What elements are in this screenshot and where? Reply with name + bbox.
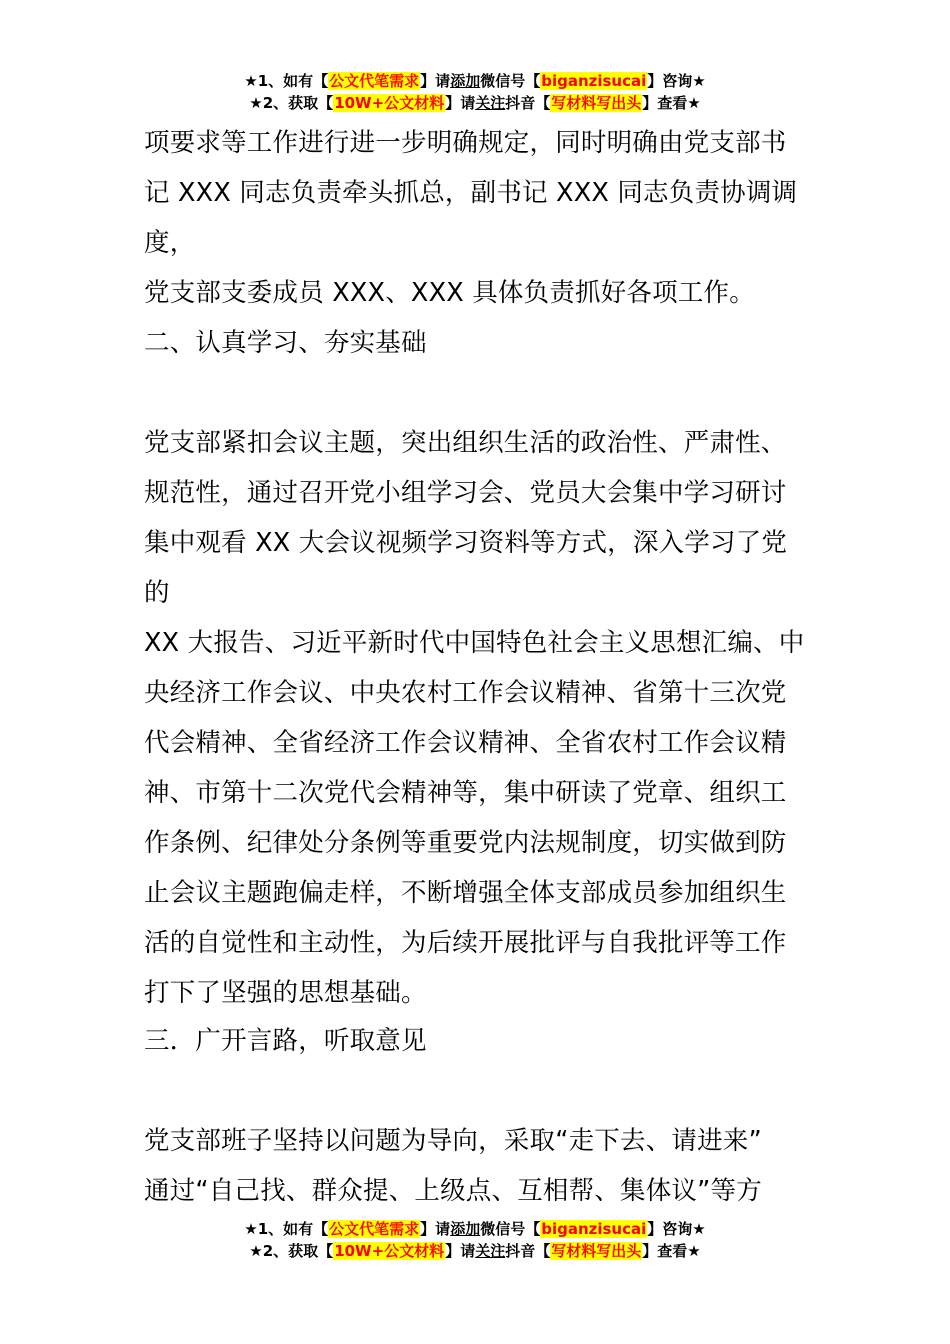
text-line: 党支部紧扣会议主题，突出组织生活的政治性、严肃性、 (144, 428, 787, 458)
banner-underlined-text: 添加 (450, 1220, 481, 1238)
text-line: XX 大报告、习近平新时代中国特色社会主义思想汇编、中 (144, 628, 805, 658)
banner-line-2 (0, 1240, 950, 1262)
banner-line-2 (0, 92, 950, 114)
banner-text: ★1、如有【 (244, 1220, 329, 1238)
banner-line-1 (0, 1218, 950, 1240)
highlight-service: 公文代笔需求 (329, 1220, 420, 1238)
paragraph-1 (144, 118, 810, 318)
paragraph-2-block (144, 418, 810, 1018)
paragraph-2 (144, 418, 810, 1018)
banner-underlined-text: 关注 (475, 94, 506, 112)
section-heading-3 (144, 1016, 810, 1066)
highlight-wechat-id: biganzisucai (541, 1220, 647, 1238)
banner-line-1 (0, 70, 950, 92)
paragraph-3-block (144, 1116, 810, 1216)
text-line: 神、市第十二次党代会精神等，集中研读了党章、组织工 (144, 778, 787, 808)
banner-text: 】请 (420, 72, 451, 90)
banner-text: 】请 (445, 94, 476, 112)
banner-text: 抖音【 (505, 1242, 551, 1260)
text-line: 央经济工作会议、中央农村工作会议精神、省第十三次党 (144, 678, 787, 708)
text-line: 集中观看 XX 大会议视频学习资料等方式，深入学习了党的 (144, 528, 788, 608)
banner-text: 】咨询★ (647, 1220, 706, 1238)
document-body (144, 118, 810, 318)
text-line: 规范性，通过召开党小组学习会、党员大会集中学习研讨 (144, 478, 787, 508)
text-line: 项要求等工作进行进一步明确规定，同时明确由党支部书 (144, 128, 787, 158)
banner-text: 】查看★ (642, 94, 701, 112)
banner-text: 微信号【 (480, 1220, 541, 1238)
text-line: 作条例、纪律处分条例等重要党内法规制度，切实做到防 (144, 828, 787, 858)
heading-text: 三．广开言路，听取意见 (144, 1026, 427, 1056)
footer-banner (0, 1218, 950, 1262)
banner-text: 】请 (445, 1242, 476, 1260)
banner-text: 】请 (420, 1220, 451, 1238)
banner-text: 】咨询★ (647, 72, 706, 90)
text-line: 党支部支委成员 XXX、XXX 具体负责抓好各项工作。 (144, 278, 755, 308)
text-line: 党支部班子坚持以问题为导向，采取“走下去、请进来” (144, 1126, 762, 1156)
heading-text: 二、认真学习、夯实基础 (144, 328, 427, 358)
text-line: 通过“自己找、群众提、上级点、互相帮、集体议”等方 (144, 1176, 762, 1206)
banner-text: 微信号【 (480, 72, 541, 90)
highlight-wechat-id: biganzisucai (541, 72, 647, 90)
banner-text: ★2、获取【 (249, 1242, 334, 1260)
text-line: 记 XXX 同志负责牵头抓总，副书记 XXX 同志负责协调调度， (144, 178, 798, 258)
text-line: 活的自觉性和主动性，为后续开展批评与自我批评等工作 (144, 928, 787, 958)
text-line: 止会议主题跑偏走样，不断增强全体支部成员参加组织生 (144, 878, 787, 908)
text-line: 打下了坚强的思想基础。 (144, 978, 427, 1008)
highlight-service: 公文代笔需求 (329, 72, 420, 90)
banner-text: ★2、获取【 (249, 94, 334, 112)
highlight-douyin-id: 写材料写出头 (551, 1242, 642, 1260)
highlight-materials: 10W+公文材料 (334, 94, 445, 112)
banner-text: ★1、如有【 (244, 72, 329, 90)
banner-text: 】查看★ (642, 1242, 701, 1260)
highlight-douyin-id: 写材料写出头 (551, 94, 642, 112)
header-banner (0, 70, 950, 114)
paragraph-3 (144, 1116, 810, 1216)
banner-underlined-text: 添加 (450, 72, 481, 90)
banner-text: 抖音【 (505, 94, 551, 112)
highlight-materials: 10W+公文材料 (334, 1242, 445, 1260)
banner-underlined-text: 关注 (475, 1242, 506, 1260)
section-heading-2 (144, 318, 810, 368)
text-line: 代会精神、全省经济工作会议精神、全省农村工作会议精 (144, 728, 787, 758)
